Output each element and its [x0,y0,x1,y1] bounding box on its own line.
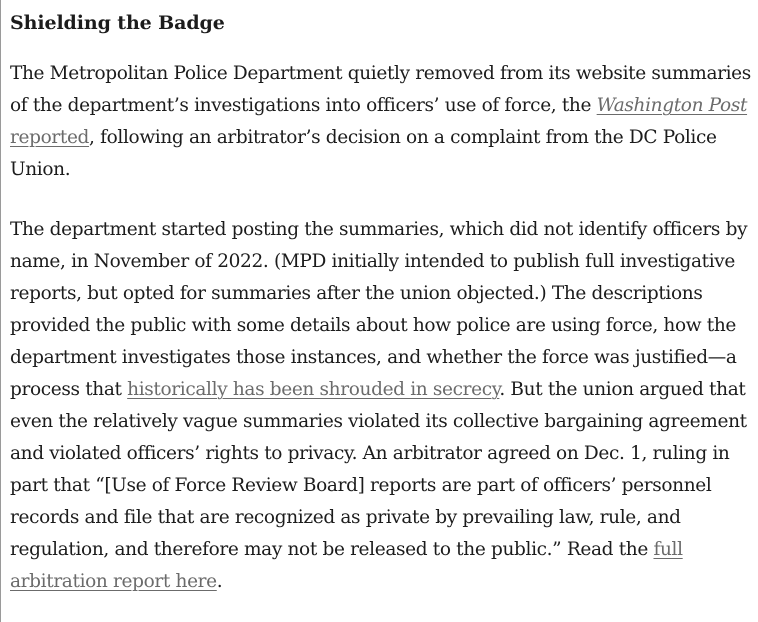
washington-post-link-italic: Washington Post [596,95,748,116]
washington-post-link-rest: reported [10,127,90,148]
paragraph-2 [10,214,752,598]
paragraph-1 [10,58,752,186]
paragraph-2-text-middle: . But the union argued that even the relatively vague summaries violated its collective bargaining agreement and violated officers’ rights to privacy. An arbitrator agreed on Dec. 1, ruling in part that “[Use of Force Review Board] reports are part of officers’ personnel records and file that are recognized as private by prevailing law, rule, and regulation, and therefore may not be released to the public.” Read the [10,379,747,560]
paragraph-1-text-before: The Metropolitan Police Department quietly removed from its website summaries of the department’s investigations into officers’ use of force, the [10,63,751,116]
paragraph-1-text-after: , following an arbitrator’s decision on a complaint from the DC Police Union. [10,127,717,180]
section-heading: Shielding the Badge [10,12,225,34]
arbitration-report-link[interactable]: full arbitration report here [10,539,683,592]
paragraph-2-text-before: The department started posting the summaries, which did not identify officers by name, in November of 2022. (MPD initially intended to publish full investigative reports, but opted for summaries after the union objected.) The descriptions provided the public with some details about how police are using force, how the department investigates those instances, and whether the force was justified—a process that [10,219,748,400]
secrecy-link[interactable]: historically has been shrouded in secrecy [127,379,500,400]
paragraph-2-text-after: . [216,571,223,592]
